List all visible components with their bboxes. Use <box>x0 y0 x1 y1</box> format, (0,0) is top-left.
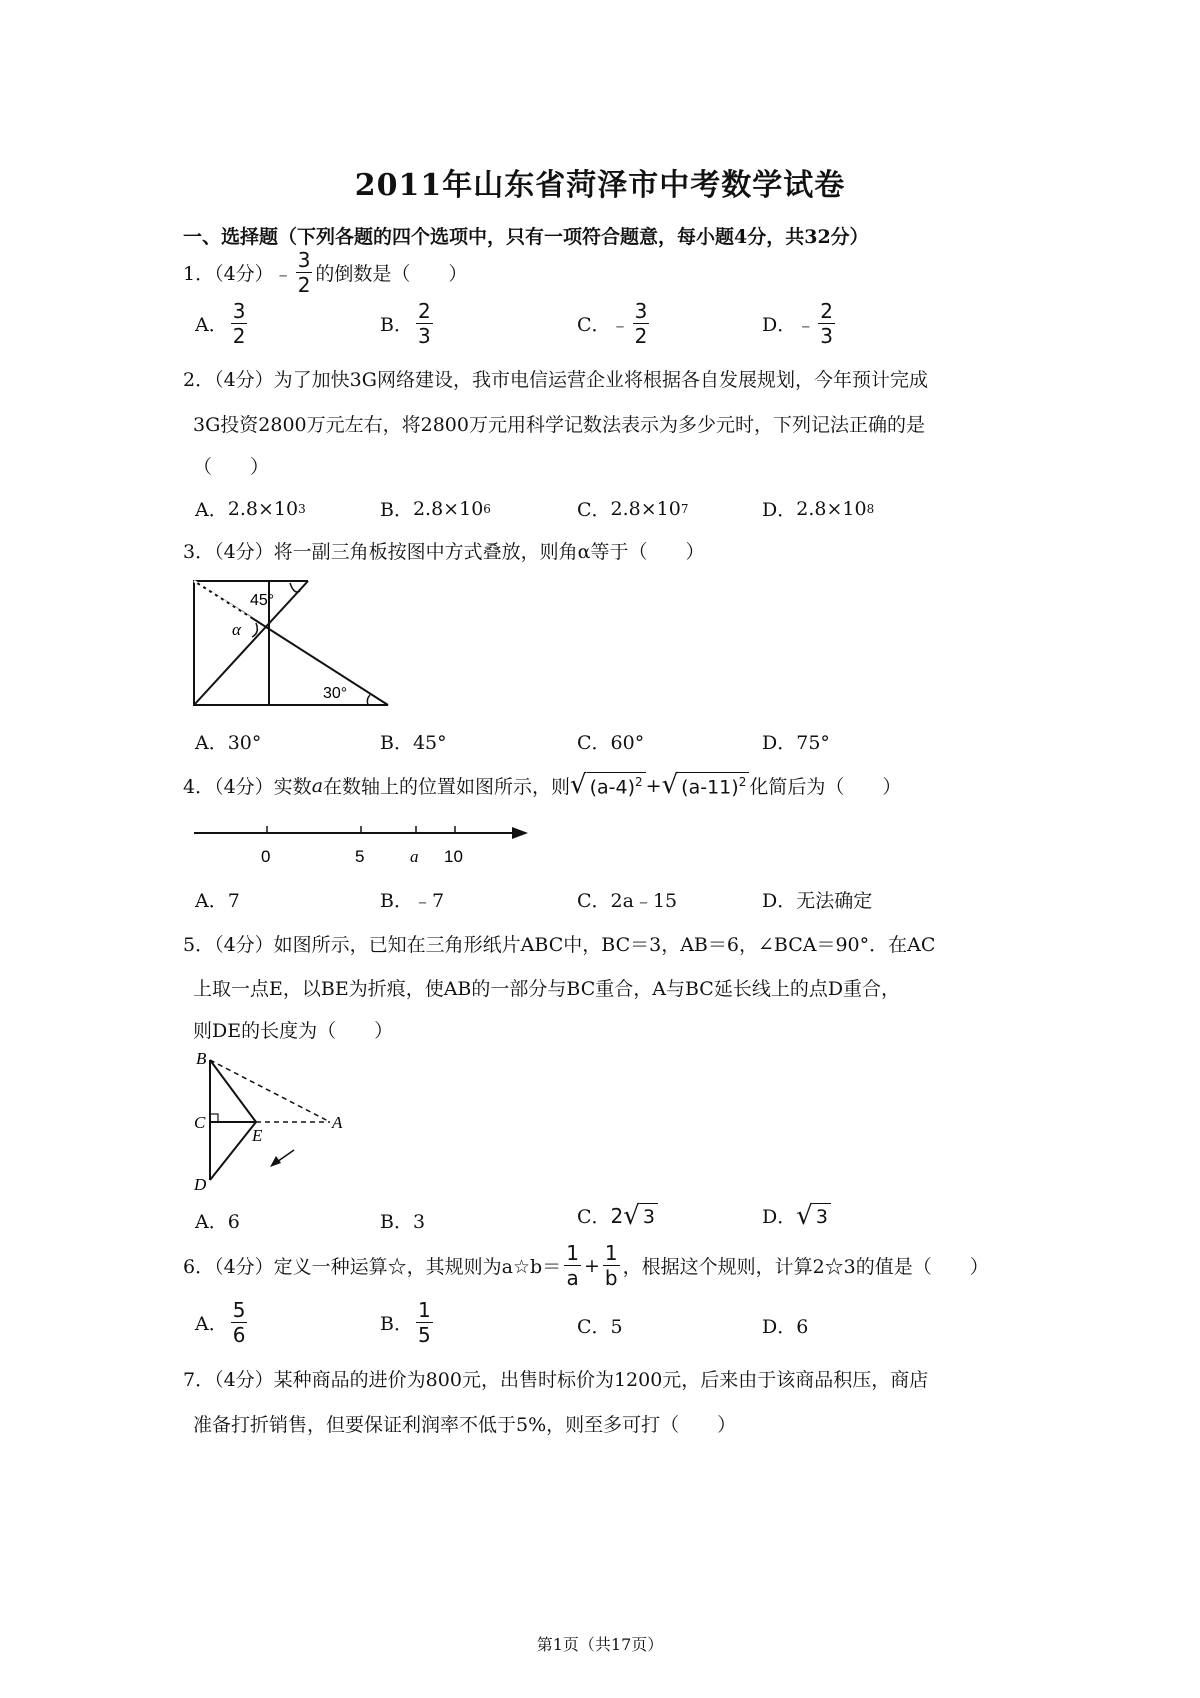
q2-option-c[interactable] <box>577 495 689 522</box>
q6-suffix: ，根据这个规则，计算2☆3的值是（ ） <box>622 1256 989 1278</box>
point-label-a: A <box>332 1113 343 1132</box>
question-4 <box>183 772 901 799</box>
radicand: (a-11) <box>681 776 739 799</box>
numerator: 2 <box>417 299 431 323</box>
q4-option-a[interactable]: A．7 <box>195 890 240 912</box>
exponent: 2 <box>738 775 747 790</box>
point-label-e: E <box>252 1126 263 1145</box>
question-5-line-2: 上取一点E，以BE为折痕，使AB的一部分与BC重合，A与BC延长线上的点D重合， <box>193 978 901 1000</box>
segment-ab-dashed <box>210 1060 330 1122</box>
point-label-b: B <box>196 1049 207 1068</box>
option-fraction <box>818 301 835 346</box>
tick-label-10: 10 <box>444 847 463 866</box>
q4-suffix: 化简后为（ ） <box>749 776 902 798</box>
question-7-line-1: 7．（4分）某种商品的进价为800元，出售时标价为1200元，后来由于该商品积压，商店 <box>183 1369 929 1391</box>
option-label: C． <box>577 499 611 521</box>
option-label: A． <box>195 499 228 521</box>
option-fraction <box>231 1300 248 1345</box>
denominator: a <box>566 1266 579 1290</box>
q1-option-c[interactable] <box>577 301 652 346</box>
q6-option-d[interactable]: D．6 <box>762 1316 809 1338</box>
q4-variable: a <box>311 774 324 797</box>
right-angle-mark <box>210 1114 218 1122</box>
section-heading: 一、选择题（下列各题的四个选项中，只有一项符合题意，每小题4分，共32分） <box>183 226 869 248</box>
numerator: 2 <box>820 299 833 323</box>
option-exponent: 8 <box>866 501 875 516</box>
question-2-line-2: 3G投资2800万元左右，将2800万元用科学记数法表示为多少元时，下列记法正确的是 <box>193 414 925 436</box>
option-exponent: 7 <box>680 501 689 516</box>
denominator: 2 <box>634 324 648 348</box>
point-label-c: C <box>194 1113 206 1132</box>
sqrt-expression: √ 3 <box>796 1203 831 1229</box>
angle-arc-30 <box>367 695 370 705</box>
page-title: 2011年山东省菏泽市中考数学试卷 <box>354 168 846 203</box>
question-3: 3．（4分）将一副三角板按图中方式叠放，则角α等于（ ） <box>183 541 705 563</box>
angle-label-45: 45° <box>250 592 275 609</box>
q1-suffix: 的倒数是（ ） <box>315 263 468 285</box>
q4-sqrt-2: √ $(a-11)^2$ <box>662 772 750 798</box>
sqrt-expression: √ 3 <box>623 1203 658 1229</box>
option-label: C． <box>577 1206 611 1228</box>
q1-option-a[interactable] <box>195 301 250 346</box>
q5-option-c[interactable] <box>577 1202 658 1229</box>
option-fraction <box>416 1300 433 1345</box>
option-label: A． <box>195 314 228 336</box>
q4-option-b[interactable]: B．﹣7 <box>380 890 445 912</box>
angle-label-alpha: α <box>232 620 241 639</box>
numerator: 5 <box>232 1298 246 1322</box>
q3-option-b[interactable]: B．45° <box>380 732 447 754</box>
q5-option-d[interactable] <box>762 1202 831 1229</box>
q1-option-d[interactable] <box>762 301 838 346</box>
q2-option-b[interactable] <box>380 495 491 522</box>
option-label: D． <box>762 1206 797 1228</box>
q1-prefix: 1．（4分）﹣ <box>183 263 293 285</box>
q3-option-a[interactable]: A．30° <box>195 732 262 754</box>
option-sign: ﹣ <box>610 314 630 336</box>
denominator: 2 <box>232 324 246 348</box>
option-base: 2.8×10 <box>227 497 299 520</box>
q2-option-a[interactable] <box>195 495 306 522</box>
q4-number-line <box>190 818 535 868</box>
q2-option-d[interactable] <box>762 495 874 522</box>
option-label: B． <box>380 1313 413 1335</box>
option-base: 2.8×10 <box>610 497 681 520</box>
plus-sign: + <box>583 1254 600 1277</box>
q1-numerator: 3 <box>297 248 311 272</box>
q6-fraction-2 <box>603 1243 620 1288</box>
question-2-line-3: （ ） <box>193 456 270 478</box>
q6-option-a[interactable] <box>195 1300 250 1345</box>
q4-sqrt-1: √ $(a-4)^2$ <box>570 772 646 798</box>
plus-sign: + <box>645 774 662 797</box>
angle-label-30: 30° <box>323 685 348 702</box>
option-label: A． <box>195 1313 228 1335</box>
q1-denominator: 2 <box>297 273 311 297</box>
q6-option-c[interactable]: C．5 <box>577 1316 623 1338</box>
q4-option-c[interactable]: C．2a﹣15 <box>577 890 678 912</box>
question-2-line-1: 2．（4分）为了加快3G网络建设，我市电信运营企业将根据各自发展规划，今年预计完成 <box>183 369 928 391</box>
radicand: 3 <box>640 1203 658 1228</box>
coefficient: 2 <box>610 1203 624 1228</box>
question-5-line-3: 则DE的长度为（ ） <box>193 1020 394 1042</box>
page-footer: 第1页（共17页） <box>536 1635 664 1654</box>
numerator: 1 <box>417 1298 431 1322</box>
option-label: D． <box>762 314 797 336</box>
option-exponent: 3 <box>298 501 306 516</box>
angle-arc-alpha <box>252 623 257 637</box>
q1-option-b[interactable] <box>380 301 436 346</box>
numerator: 1 <box>604 1241 618 1265</box>
question-1 <box>183 250 467 295</box>
arrow-head <box>270 1156 281 1167</box>
radicand: 3 <box>813 1203 831 1228</box>
q4-middle: 在数轴上的位置如图所示，则 <box>323 776 571 798</box>
option-base: 2.8×10 <box>796 497 867 520</box>
numerator: 1 <box>566 1241 579 1265</box>
q6-prefix: 6．（4分）定义一种运算☆，其规则为a☆b＝ <box>183 1256 562 1278</box>
exponent: 2 <box>635 775 643 790</box>
option-label: B． <box>380 499 413 521</box>
option-label: C． <box>577 314 611 336</box>
denominator: 3 <box>417 324 431 348</box>
option-exponent: 6 <box>483 501 491 516</box>
q5-option-a[interactable]: A．6 <box>195 1211 240 1233</box>
option-label: D． <box>762 499 797 521</box>
point-label-d: D <box>194 1175 207 1193</box>
q5-option-b[interactable]: B．3 <box>380 1211 426 1233</box>
denominator: 3 <box>820 324 833 348</box>
numerator: 3 <box>232 299 246 323</box>
tick-label-0: 0 <box>261 847 271 866</box>
q1-fraction <box>296 250 313 295</box>
segment-be <box>210 1060 256 1122</box>
option-fraction <box>633 301 650 346</box>
denominator: 5 <box>417 1323 431 1347</box>
numerator: 3 <box>634 299 648 323</box>
question-7-line-2: 准备打折销售，但要保证利润率不低于5%，则至多可打（ ） <box>193 1414 737 1436</box>
segment-de <box>210 1122 256 1180</box>
option-fraction <box>416 301 433 346</box>
q6-option-b[interactable] <box>380 1300 436 1345</box>
option-base: 2.8×10 <box>412 497 484 520</box>
q4-prefix: 4．（4分）实数 <box>183 776 312 798</box>
option-fraction <box>231 301 248 346</box>
q6-fraction-1 <box>564 1243 581 1288</box>
q3-triangle-figure <box>190 575 400 710</box>
question-6 <box>183 1243 989 1288</box>
option-sign: ﹣ <box>796 314 816 336</box>
denominator: b <box>604 1266 618 1290</box>
radicand: (a-4) <box>589 776 636 799</box>
q4-option-d[interactable]: D．无法确定 <box>762 890 873 912</box>
tick-label-a: a <box>410 847 419 866</box>
q5-fold-figure <box>190 1048 355 1193</box>
tick-label-5: 5 <box>355 847 365 866</box>
q3-option-d[interactable]: D．75° <box>762 732 830 754</box>
question-5-line-1: 5．（4分）如图所示，已知在三角形纸片ABC中，BC＝3，AB＝6，∠BCA＝90°．在AC <box>183 934 936 956</box>
option-label: B． <box>380 314 413 336</box>
denominator: 6 <box>232 1323 246 1347</box>
q3-option-c[interactable]: C．60° <box>577 732 645 754</box>
axis-arrow <box>512 827 528 839</box>
